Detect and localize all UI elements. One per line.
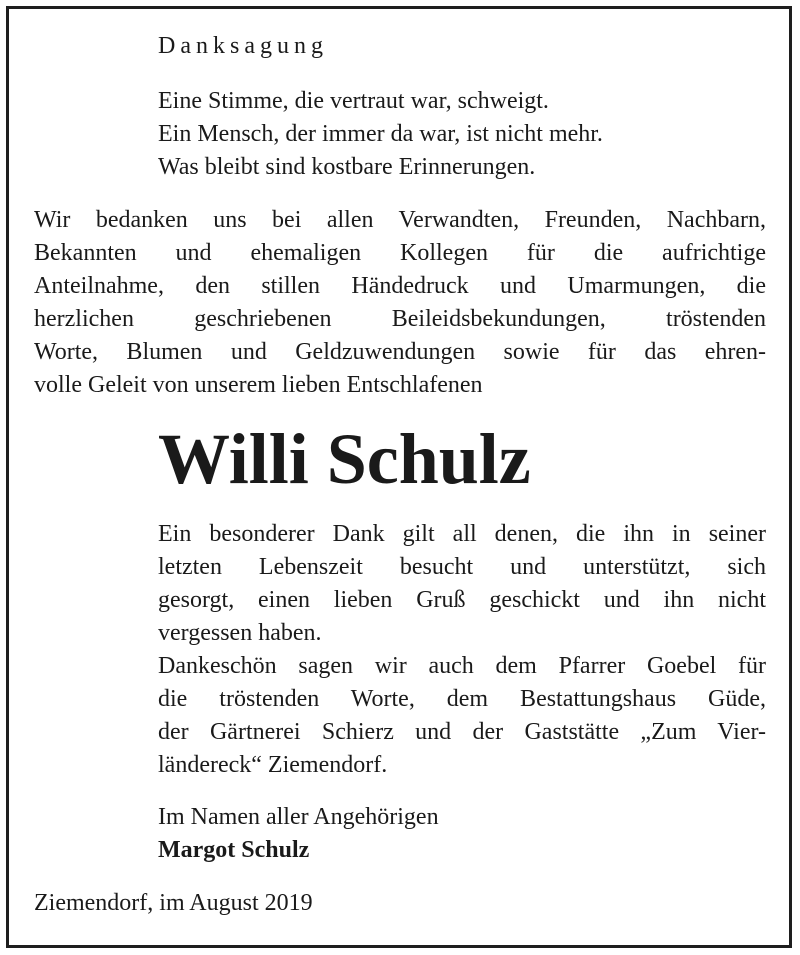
thanks-line: Wir bedanken uns bei allen Verwandten, Freunden, Nachbarn, [34, 207, 766, 233]
signature-intro: Im Namen aller Angehörigen [158, 804, 439, 830]
place-date: Ziemendorf, im August 2019 [34, 890, 313, 916]
special-thanks-line: Ein besonderer Dank gilt all denen, die ihn in seiner [158, 521, 766, 547]
heading: Danksagung [158, 33, 328, 59]
special-thanks-line: gesorgt, einen lieben Gruß geschickt und ihn nicht [158, 587, 766, 613]
special-thanks-line: letzten Lebenszeit besucht und unterstützt, sich [158, 554, 766, 580]
thanks-line: volle Geleit von unserem lieben Entschlafenen [34, 372, 483, 398]
special-thanks-line: der Gärtnerei Schierz und der Gaststätte „Zum Vier- [158, 719, 766, 745]
thanks-line: Worte, Blumen und Geldzuwendungen sowie für das ehren- [34, 339, 766, 365]
thanks-line: Anteilnahme, den stillen Händedruck und Umarmungen, die [34, 273, 766, 299]
special-thanks-line: vergessen haben. [158, 620, 322, 646]
poem-line: Eine Stimme, die vertraut war, schweigt. [158, 88, 549, 114]
thanks-line: herzlichen geschriebenen Beileidsbekundungen, tröstenden [34, 306, 766, 332]
thanks-line: Bekannten und ehemaligen Kollegen für die aufrichtige [34, 240, 766, 266]
special-thanks-line: Dankeschön sagen wir auch dem Pfarrer Goebel für [158, 653, 766, 679]
signature-name: Margot Schulz [158, 837, 310, 863]
special-thanks-line: die tröstenden Worte, dem Bestattungshaus Güde, [158, 686, 766, 712]
special-thanks-line: ländereck“ Ziemendorf. [158, 752, 388, 778]
poem-line: Ein Mensch, der immer da war, ist nicht mehr. [158, 121, 603, 147]
deceased-name: Willi Schulz [158, 419, 531, 499]
poem-line: Was bleibt sind kostbare Erinnerungen. [158, 154, 536, 180]
